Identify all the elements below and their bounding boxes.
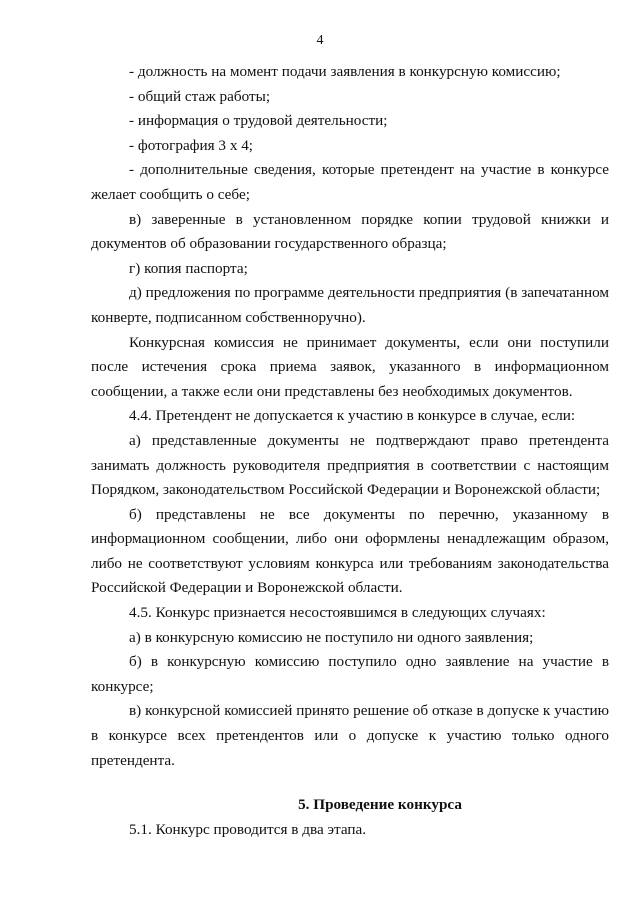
section-heading: 5. Проведение конкурса xyxy=(298,796,462,814)
list-item: в) конкурсной комиссией принято решение об отказе в допуске к участию в конкурсе всех претендентов или о допуске к участию только одного претендента. xyxy=(91,702,609,769)
list-item: - дополнительные сведения, которые претендент на участие в конкурсе желает сообщить о себе; xyxy=(91,161,609,203)
list-item: б) в конкурсную комиссию поступило одно заявление на участие в конкурсе; xyxy=(91,653,609,695)
list-item: - фотография 3 х 4; xyxy=(129,136,254,154)
clause-heading: 4.5. Конкурс признается несостоявшимся в следующих случаях: xyxy=(129,604,546,622)
list-item: г) копия паспорта; xyxy=(129,259,248,277)
list-item: - информация о трудовой деятельности; xyxy=(129,112,388,130)
list-item: д) предложения по программе деятельности предприятия (в запечатанном конверте, подписанном собственноручно). xyxy=(91,284,609,326)
document-body xyxy=(91,60,609,842)
list-item: - общий стаж работы; xyxy=(129,87,271,105)
page-number: 4 xyxy=(316,33,324,48)
clause-heading: 4.4. Претендент не допускается к участию в конкурсе в случае, если: xyxy=(129,407,576,425)
paragraph: 5.1. Конкурс проводится в два этапа. xyxy=(129,820,367,838)
list-item: а) в конкурсную комиссию не поступило ни одного заявления; xyxy=(129,628,534,646)
list-item: б) представлены не все документы по перечню, указанному в информационном сообщении, либо они оформлены ненадлежащим образом, либо не соответствуют условиям конкурса или требованиям законодательства Российской Федерации и Воронежской области. xyxy=(91,505,609,597)
paragraph: Конкурсная комиссия не принимает документы, если они поступили после истечения срока приема заявок, указанного в информационном сообщении, а также если они представлены без необходимых документов. xyxy=(91,333,609,400)
list-item: а) представленные документы не подтверждают право претендента занимать должность руководителя предприятия в соответствии с настоящим Порядком, законодательством Российской Федерации и Воронежской области; xyxy=(91,431,609,499)
list-item: - должность на момент подачи заявления в конкурсную комиссию; xyxy=(129,63,561,80)
list-item: в) заверенные в установленном порядке копии трудовой книжки и документов об образовании государственного образца; xyxy=(91,210,609,253)
